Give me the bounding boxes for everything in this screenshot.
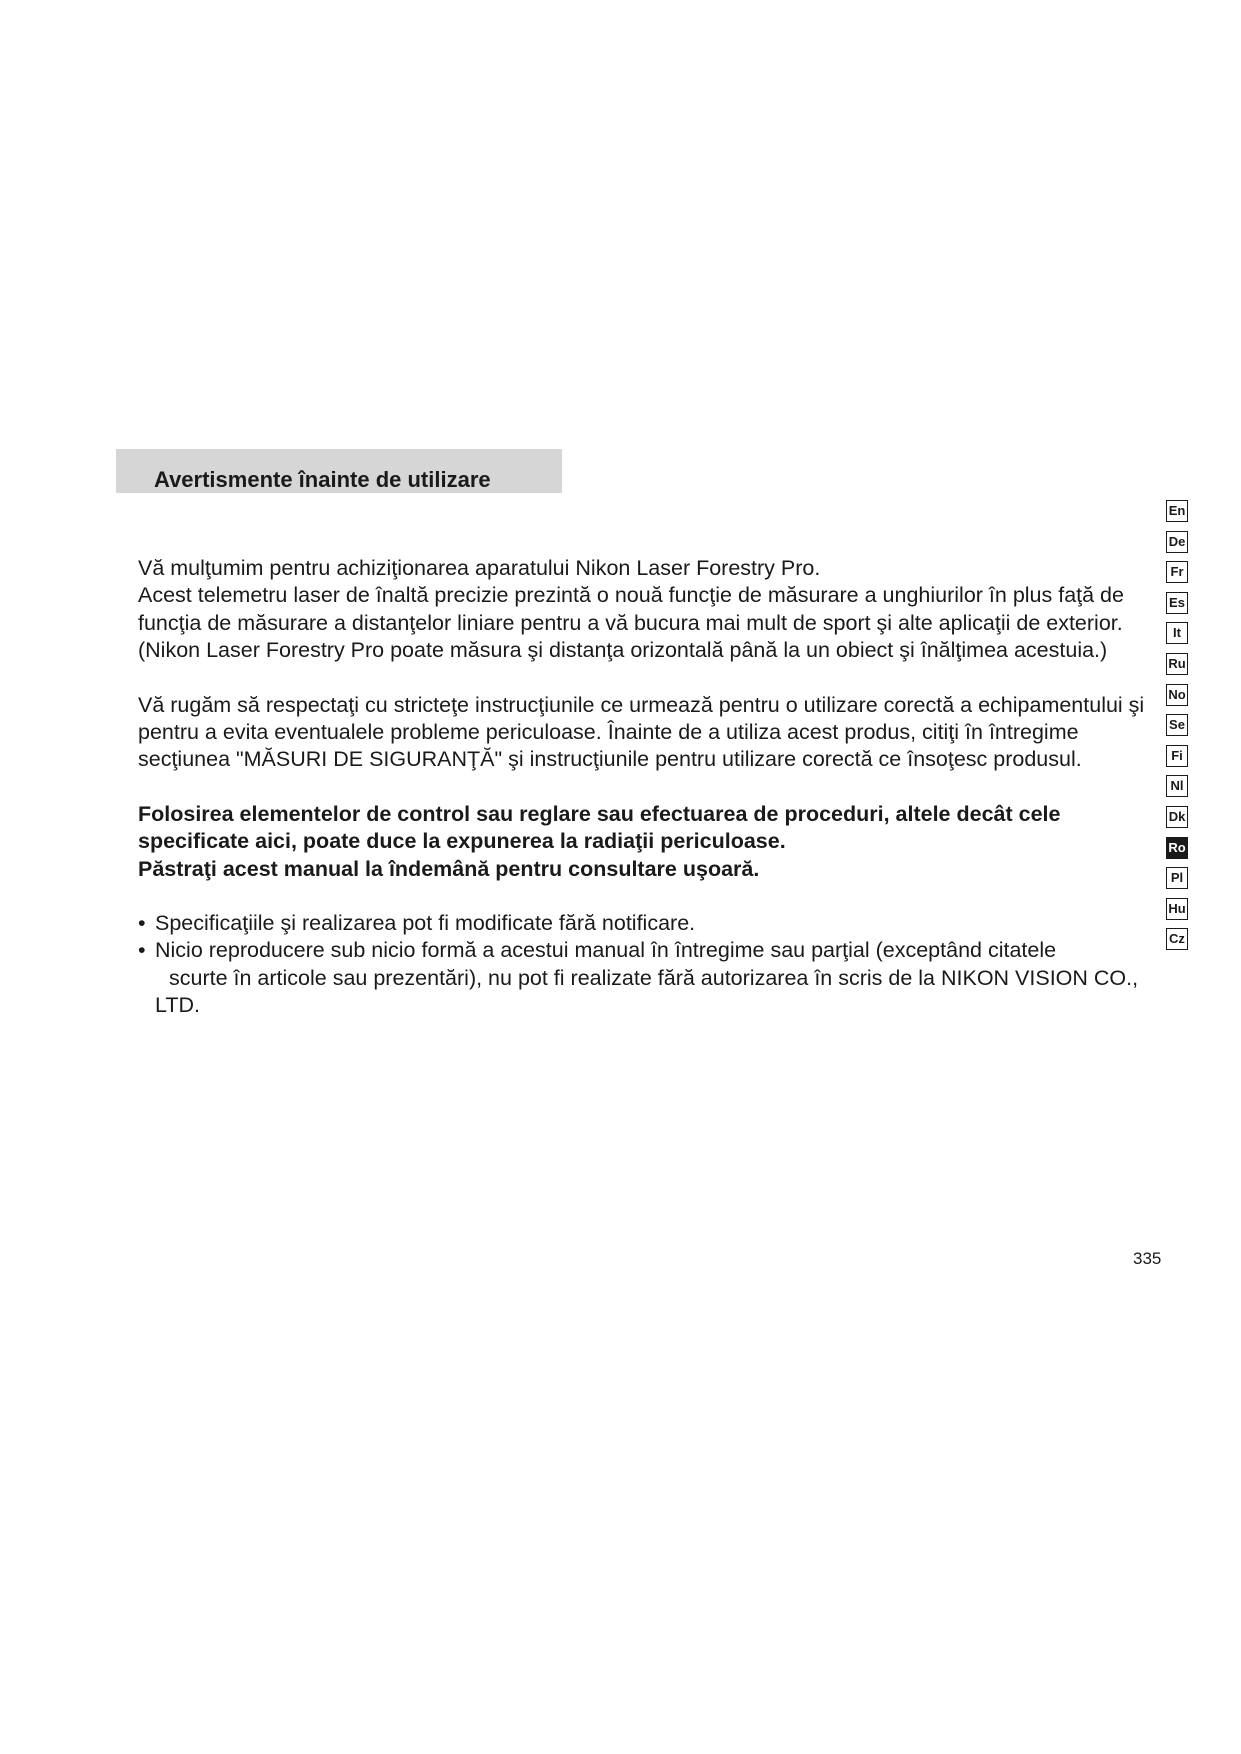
language-tab-de[interactable]: De: [1166, 531, 1188, 553]
language-tab-se[interactable]: Se: [1166, 714, 1188, 736]
note-reproduction: [155, 937, 1148, 1019]
language-tab-ru[interactable]: Ru: [1166, 653, 1188, 675]
language-tab-it[interactable]: It: [1166, 622, 1188, 644]
language-tab-en[interactable]: En: [1166, 500, 1188, 522]
intro-line-description: Acest telemetru laser de înaltă precizie prezintă o nouă funcţie de măsurare a unghiurilor în plus faţă de funcţia de măsurare a distanţelor liniare pentru a vă bucura mai mult de sport şi alte aplicaţii de exterior. (Nikon Laser Forestry Pro poate măsura şi distanţa orizontală până la un obiect şi înălţimea acestuia.): [138, 583, 1124, 663]
warning-radiation: Folosirea elementelor de control sau reglare sau efectuarea de proceduri, altele decât cele specificate aici, poate duce la expunerea la radiaţii periculoase.: [138, 801, 1061, 854]
language-tab-no[interactable]: No: [1166, 684, 1188, 706]
note-reproduction-first: Nicio reproducere sub nicio formă a acestui manual în întregime sau parţial (exceptând citatele: [155, 938, 1057, 963]
language-tab-dk[interactable]: Dk: [1166, 806, 1188, 828]
language-tab-fr[interactable]: Fr: [1166, 561, 1188, 583]
section-header: [116, 449, 562, 493]
warning-keep-manual: Păstraţi acest manual la îndemână pentru consultare uşoară.: [138, 856, 760, 881]
bullet-glyph: •: [138, 938, 146, 963]
section-title: Avertismente înainte de utilizare: [154, 467, 491, 492]
notes-list: [138, 910, 1148, 1020]
note-reproduction-rest: scurte în articole sau prezentări), nu pot fi realizate fără autorizarea în scris de la NIKON VISION CO., LTD.: [155, 965, 1139, 1018]
language-tab-hu[interactable]: Hu: [1166, 898, 1188, 920]
language-tab-pl[interactable]: Pl: [1166, 867, 1188, 889]
intro-line-thanks: Vă mulţumim pentru achiziţionarea aparatului Nikon Laser Forestry Pro.: [138, 556, 821, 580]
list-item: [138, 937, 1148, 1019]
instructions-paragraph: Vă rugăm să respectaţi cu stricteţe instrucţiunile ce urmează pentru o utilizare corectă a echipamentului şi pentru a evita eventualele probleme periculoase. Înainte de a utiliza acest produs, citiţi în întregime secţiunea "MĂSURI DE SIGURANŢĂ" şi instrucţiunile pentru utilizare corectă ce însoţesc produsul.: [138, 692, 1145, 772]
page-number: 335: [1133, 1249, 1162, 1268]
language-tab-ro[interactable]: Ro: [1166, 837, 1188, 859]
note-specifications: Specificaţiile şi realizarea pot fi modificate fără notificare.: [155, 911, 696, 936]
language-tab-fi[interactable]: Fi: [1166, 745, 1188, 767]
language-tab-cz[interactable]: Cz: [1166, 928, 1188, 950]
body-text: [138, 555, 1148, 1020]
intro-paragraph: [138, 555, 1148, 665]
language-tab-nl[interactable]: Nl: [1166, 775, 1188, 797]
list-item: [138, 910, 1148, 937]
language-tab-es[interactable]: Es: [1166, 592, 1188, 614]
warning-paragraph: [138, 801, 1148, 883]
bullet-glyph: •: [138, 911, 146, 936]
